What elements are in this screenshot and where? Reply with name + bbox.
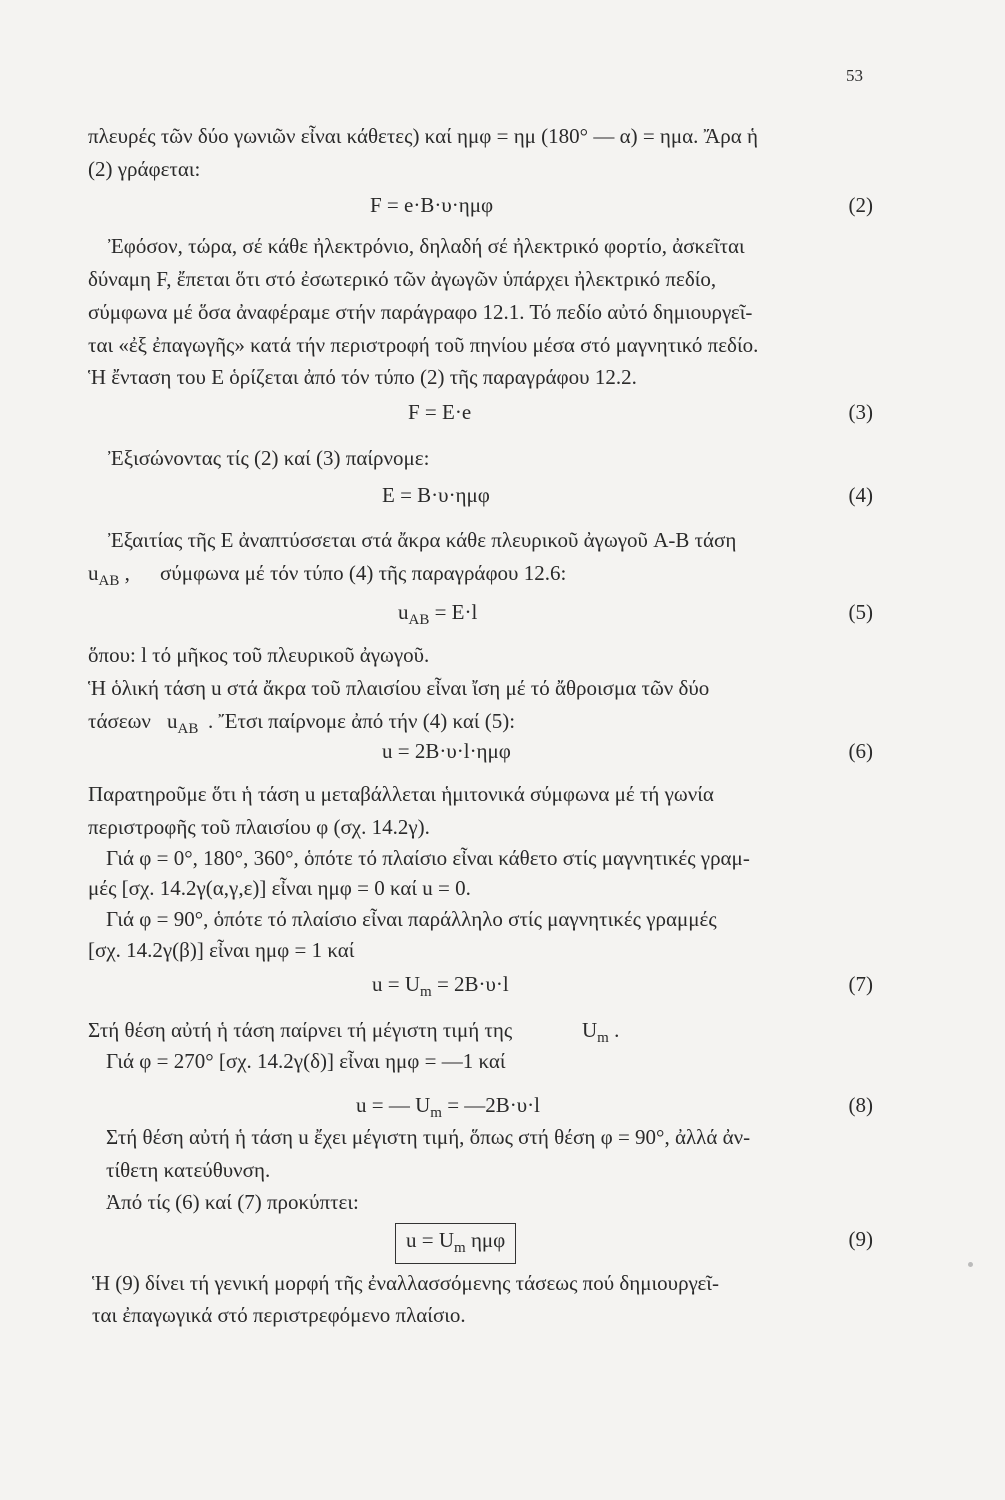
text-span: Ἐξισώνοντας τίς (2) καί (3) παίρνομε: xyxy=(108,446,430,470)
page-number: 53 xyxy=(846,66,863,85)
equation-text: u = 2B·υ·l·ημφ xyxy=(382,739,511,763)
text-span: τίθετη κατεύθυνση. xyxy=(106,1158,271,1182)
equation-number: (9) xyxy=(848,1227,873,1251)
text-span: [σχ. 14.2γ(β)] εἶναι ημφ = 1 καί xyxy=(88,938,355,962)
equation-text: F = e·B·υ·ημφ xyxy=(370,193,494,217)
equation-text: $u_{AB} = E\cdot l$ xyxy=(398,600,478,629)
equation-number: (8) xyxy=(848,1093,873,1117)
text-span: . Ἔτσι παίρνομε ἀπό τήν (4) καί (5): xyxy=(208,709,516,733)
inline-um: $U_m$ . xyxy=(582,1018,620,1047)
text-span: τάσεων xyxy=(88,709,151,733)
text-span: Ἡ (9) δίνει τή γενική μορφή τῆς ἐναλλασσόμενης τάσεως πού δημιουργεῖ- xyxy=(92,1271,719,1295)
text-span: περιστροφῆς τοῦ πλαισίου φ (σχ. 14.2γ). xyxy=(88,815,430,839)
text-span: ὅπου: l τό μῆκος τοῦ πλευρικοῦ ἀγωγοῦ. xyxy=(88,643,430,667)
text-span: Γιά φ = 270° [σχ. 14.2γ(δ)] εἶναι ημφ = —1 καί xyxy=(106,1049,506,1073)
text-span: πλευρές τῶν δύο γωνιῶν εἶναι κάθετες) καί ημφ = ημ (180° — α) = ημα. Ἄρα ἡ xyxy=(88,124,758,148)
text-span: σύμφωνα μέ ὅσα ἀναφέραμε στήν παράγραφο 12.1. Τό πεδίο αὐτό δημιουργεῖ- xyxy=(88,300,753,324)
text-span: ται «ἐξ ἐπαγωγῆς» κατά τήν περιστροφή τοῦ πηνίου μέσα στό μαγνητικό πεδίο. xyxy=(88,333,759,357)
text-span: Γιά φ = 90°, ὁπότε τό πλαίσιο εἶναι παράλληλο στίς μαγνητικές γραμμές xyxy=(106,907,717,931)
text-span: ται ἐπαγωγικά στό περιστρεφόμενο πλαίσιο. xyxy=(92,1303,466,1327)
inline-uab: $u_{AB}$ xyxy=(167,709,199,738)
equation-text: F = E·e xyxy=(408,400,472,424)
text-span: Στή θέση αὐτή ἡ τάση παίρνει τή μέγιστη τιμή της xyxy=(88,1018,513,1042)
text-span: μές [σχ. 14.2γ(α,γ,ε)] εἶναι ημφ = 0 καί u = 0. xyxy=(88,876,471,900)
equation-number: (7) xyxy=(848,972,873,996)
text-span: (2) γράφεται: xyxy=(88,157,201,181)
equation-number: (4) xyxy=(848,483,873,507)
text-span: Παρατηροῦμε ὅτι ἡ τάση u μεταβάλλεται ἡμιτονικά σύμφωνα μέ τή γωνία xyxy=(88,782,714,806)
equation-number: (3) xyxy=(848,400,873,424)
text-span: Γιά φ = 0°, 180°, 360°, ὁπότε τό πλαίσιο εἶναι κάθετο στίς μαγνητικές γραμ- xyxy=(106,846,750,870)
text-span: Στή θέση αὐτή ἡ τάση u ἔχει μέγιστη τιμή, ὅπως στή θέση φ = 90°, ἀλλά ἀν- xyxy=(106,1125,751,1149)
text-span: Ἐξαιτίας τῆς E ἀναπτύσσεται στά ἄκρα κάθε πλευρικοῦ ἀγωγοῦ A-B τάση xyxy=(108,528,737,552)
text-span: δύναμη F, ἔπεται ὅτι στό ἐσωτερικό τῶν ἀγωγῶν ὑπάρχει ἠλεκτρικό πεδίο, xyxy=(88,267,717,291)
scan-speck xyxy=(968,1262,973,1267)
equation-text: $u = U_m = 2B\cdot\upsilon\cdot l$ xyxy=(372,972,509,1001)
equation-number: (2) xyxy=(848,193,873,217)
text-span: σύμφωνα μέ τόν τύπο (4) τῆς παραγράφου 12.6: xyxy=(160,561,567,585)
equation-text-boxed: $u = U_m$ ημφ xyxy=(395,1223,516,1264)
text-span: Ἐφόσον, τώρα, σέ κάθε ἠλεκτρόνιο, δηλαδή σέ ἠλεκτρικό φορτίο, ἀσκεῖται xyxy=(108,234,745,258)
equation-number: (5) xyxy=(848,600,873,624)
text-span: Ἡ ἔνταση του E ὁρίζεται ἀπό τόν τύπο (2) τῆς παραγράφου 12.2. xyxy=(88,365,637,389)
equation-number: (6) xyxy=(848,739,873,763)
inline-uab: $u_{AB}$ , xyxy=(88,561,130,590)
equation-text: E = B·υ·ημφ xyxy=(382,483,490,507)
text-span: Ἡ ὁλική τάση u στά ἄκρα τοῦ πλαισίου εἶναι ἴση μέ τό ἄθροισμα τῶν δύο xyxy=(88,676,710,700)
equation-text: u = — $U_m$ = —2B·υ·l xyxy=(356,1093,541,1122)
text-span: Ἀπό τίς (6) καί (7) προκύπτει: xyxy=(106,1190,359,1214)
